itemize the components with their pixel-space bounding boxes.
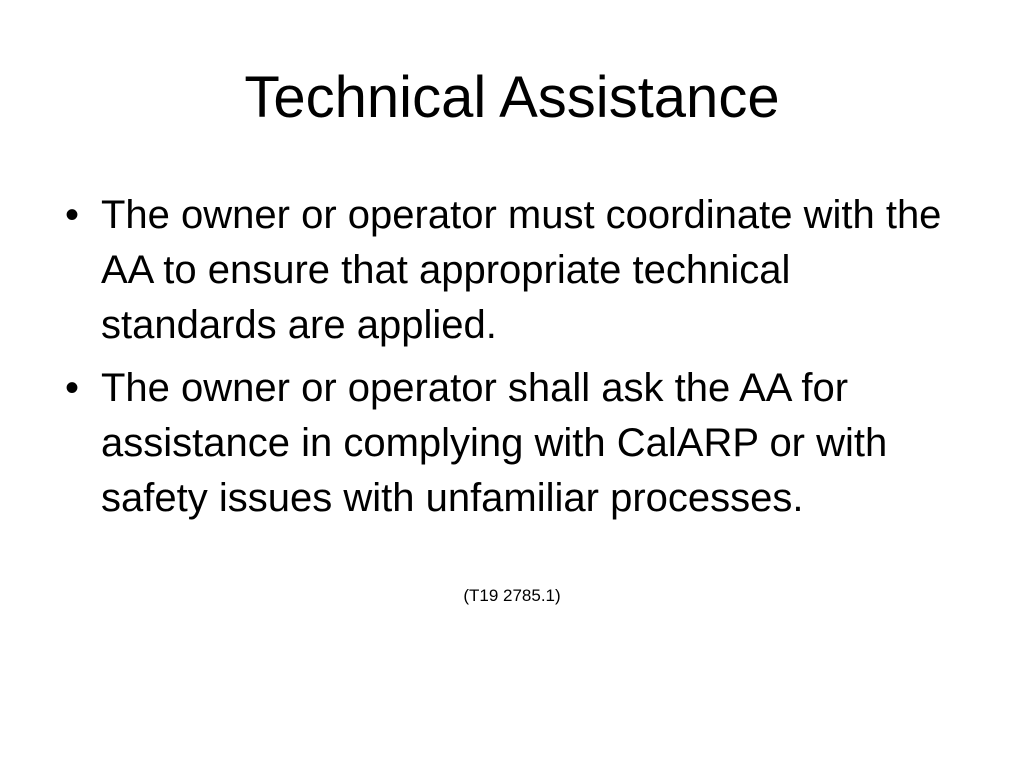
bullet-item [58, 188, 958, 353]
bullet-text: The owner or operator shall ask the AA for assistance in complying with CalARP or with safety issues with unfamiliar processes. [101, 366, 888, 520]
bullet-text: The owner or operator must coordinate with the AA to ensure that appropriate technical standards are applied. [101, 193, 942, 347]
citation: (T19 2785.1) [463, 586, 561, 605]
bullet-marker-icon: • [64, 366, 79, 410]
bullet-item [58, 361, 958, 526]
bullet-marker-icon: • [64, 193, 79, 237]
bullet-list [58, 188, 958, 534]
slide-title: Technical Assistance [244, 65, 780, 130]
